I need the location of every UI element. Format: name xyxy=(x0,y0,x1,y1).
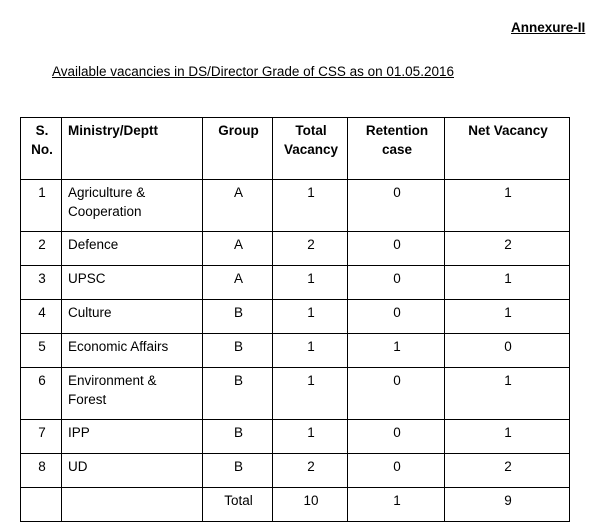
cell-net-vacancy: 1 xyxy=(445,180,570,232)
cell-net-vacancy: 2 xyxy=(445,232,570,266)
cell-ministry: Culture xyxy=(62,300,203,334)
total-vacancy-sum: 10 xyxy=(273,488,348,522)
cell-net-vacancy: 1 xyxy=(445,368,570,420)
cell-ministry-empty xyxy=(62,488,203,522)
table-row xyxy=(21,180,570,232)
cell-group: A xyxy=(203,232,273,266)
header-group: Group xyxy=(203,118,273,180)
table-row xyxy=(21,368,570,420)
cell-ministry: Agriculture & Cooperation xyxy=(62,180,203,232)
cell-sno-empty xyxy=(21,488,62,522)
total-label: Total xyxy=(203,488,273,522)
cell-ministry: Environment & Forest xyxy=(62,368,203,420)
cell-sno: 8 xyxy=(21,454,62,488)
cell-sno: 4 xyxy=(21,300,62,334)
table-header-row xyxy=(21,118,570,180)
cell-retention-case: 0 xyxy=(348,454,445,488)
cell-ministry: Economic Affairs xyxy=(62,334,203,368)
header-total-vacancy: Total Vacancy xyxy=(273,118,348,180)
cell-total-vacancy: 2 xyxy=(273,454,348,488)
cell-net-vacancy: 1 xyxy=(445,420,570,454)
header-retention-case: Retention case xyxy=(348,118,445,180)
table-row xyxy=(21,300,570,334)
cell-ministry: UPSC xyxy=(62,266,203,300)
cell-total-vacancy: 2 xyxy=(273,232,348,266)
header-sno: S. No. xyxy=(21,118,62,180)
cell-group: B xyxy=(203,300,273,334)
annexure-label: Annexure-II xyxy=(511,20,586,35)
cell-group: B xyxy=(203,454,273,488)
cell-ministry: IPP xyxy=(62,420,203,454)
cell-total-vacancy: 1 xyxy=(273,420,348,454)
cell-group: B xyxy=(203,334,273,368)
cell-retention-case: 0 xyxy=(348,232,445,266)
table-row xyxy=(21,334,570,368)
cell-group: A xyxy=(203,266,273,300)
cell-group: B xyxy=(203,420,273,454)
cell-sno: 3 xyxy=(21,266,62,300)
table-row xyxy=(21,266,570,300)
cell-retention-case: 0 xyxy=(348,266,445,300)
total-row xyxy=(21,488,570,522)
cell-net-vacancy: 1 xyxy=(445,300,570,334)
total-net-vacancy-sum: 9 xyxy=(445,488,570,522)
cell-group: A xyxy=(203,180,273,232)
table-row xyxy=(21,420,570,454)
cell-retention-case: 0 xyxy=(348,300,445,334)
cell-total-vacancy: 1 xyxy=(273,300,348,334)
cell-retention-case: 1 xyxy=(348,334,445,368)
cell-net-vacancy: 2 xyxy=(445,454,570,488)
cell-sno: 7 xyxy=(21,420,62,454)
cell-total-vacancy: 1 xyxy=(273,266,348,300)
cell-retention-case: 0 xyxy=(348,368,445,420)
cell-net-vacancy: 1 xyxy=(445,266,570,300)
document-title: Available vacancies in DS/Director Grade of CSS as on 01.05.2016 xyxy=(52,64,454,79)
cell-total-vacancy: 1 xyxy=(273,368,348,420)
cell-net-vacancy: 0 xyxy=(445,334,570,368)
cell-total-vacancy: 1 xyxy=(273,334,348,368)
cell-retention-case: 0 xyxy=(348,180,445,232)
header-net-vacancy: Net Vacancy xyxy=(445,118,570,180)
table-row xyxy=(21,454,570,488)
cell-sno: 5 xyxy=(21,334,62,368)
cell-group: B xyxy=(203,368,273,420)
cell-ministry: UD xyxy=(62,454,203,488)
total-retention-sum: 1 xyxy=(348,488,445,522)
cell-sno: 1 xyxy=(21,180,62,232)
cell-total-vacancy: 1 xyxy=(273,180,348,232)
vacancy-table xyxy=(20,117,570,522)
cell-sno: 6 xyxy=(21,368,62,420)
header-ministry: Ministry/Deptt xyxy=(62,118,203,180)
cell-retention-case: 0 xyxy=(348,420,445,454)
cell-ministry: Defence xyxy=(62,232,203,266)
table-row xyxy=(21,232,570,266)
cell-sno: 2 xyxy=(21,232,62,266)
